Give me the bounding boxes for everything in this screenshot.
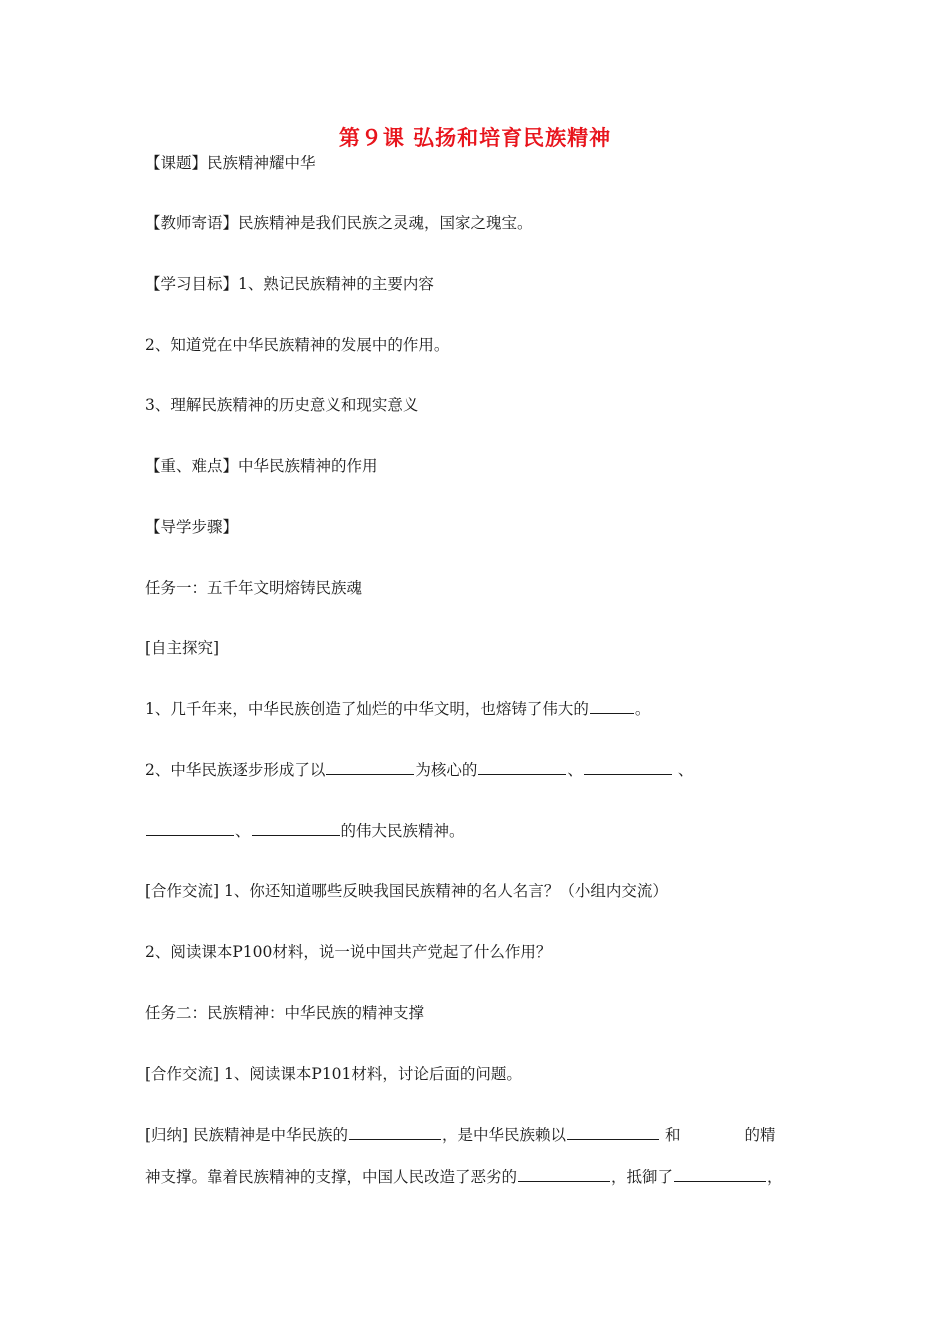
question-1-end: 。 [634,700,651,718]
fill-blank[interactable] [584,759,672,775]
fill-blank[interactable] [567,1124,659,1140]
learning-goal-2: 2、知道党在中华民族精神的发展中的作用。 [145,336,450,354]
summary-text-a: [归纳] 民族精神是中华民族的 [145,1126,349,1144]
lesson-topic: 【课题】民族精神耀中华 [145,154,316,172]
fill-blank[interactable] [674,1166,766,1182]
guide-steps-heading: 【导学步骤】 [145,518,239,536]
reading-question: 2、阅读课本P100材料，说一说中国共产党起了什么作用？ [145,943,552,961]
question-2-text-b: 为核心的 [415,761,478,779]
fill-blank[interactable] [326,759,414,775]
question-2-end: 的伟大民族精神。 [340,822,465,840]
fill-blank[interactable] [590,698,634,714]
summary-cont-a: 神支撑。靠着民族精神的支撑，中国人民改造了恶劣的 [145,1168,518,1186]
key-points: 【重、难点】中华民族精神的作用 [145,457,378,475]
question-2-text-a: 2、中华民族逐步形成了以 [145,761,326,779]
fill-blank[interactable] [518,1166,610,1182]
fill-blank[interactable] [252,820,340,836]
summary-text-d: 的精 [744,1126,776,1144]
learning-goal-3: 3、理解民族精神的历史意义和现实意义 [145,396,419,414]
summary [145,1124,776,1146]
question-1-text: 1、几千年来，中华民族创造了灿烂的中华文明，也熔铸了伟大的 [145,700,589,718]
page-title: 第９课 弘扬和培育民族精神 [338,126,612,150]
question-2-sep-3: 、 [235,822,251,840]
fill-blank[interactable] [478,759,566,775]
fill-blank[interactable] [349,1124,441,1140]
summary-cont-c: ， [767,1168,783,1186]
learning-goal-1: 【学习目标】1、熟记民族精神的主要内容 [145,275,434,293]
question-2 [145,759,693,781]
summary-continued [145,1166,783,1188]
question-1 [145,698,650,720]
question-2-sep: 、 [567,761,583,779]
summary-text-c: 和 [660,1126,681,1144]
cooperation-1: [合作交流] 1、你还知道哪些反映我国民族精神的名人名言？（小组内交流） [145,882,668,900]
cooperation-2: [合作交流] 1、阅读课本P101材料，讨论后面的问题。 [145,1065,522,1083]
question-2-sep-2: 、 [672,761,694,779]
question-2-continued [145,820,465,842]
self-study-heading: [自主探究] [145,639,220,657]
summary-text-b: ，是中华民族赖以 [442,1126,567,1144]
task-2-heading: 任务二：民族精神：中华民族的精神支撑 [145,1004,425,1022]
summary-cont-b: ，抵御了 [611,1168,674,1186]
teacher-message: 【教师寄语】民族精神是我们民族之灵魂，国家之瑰宝。 [145,214,533,232]
fill-blank[interactable] [146,820,234,836]
task-1-heading: 任务一：五千年文明熔铸民族魂 [145,579,363,597]
